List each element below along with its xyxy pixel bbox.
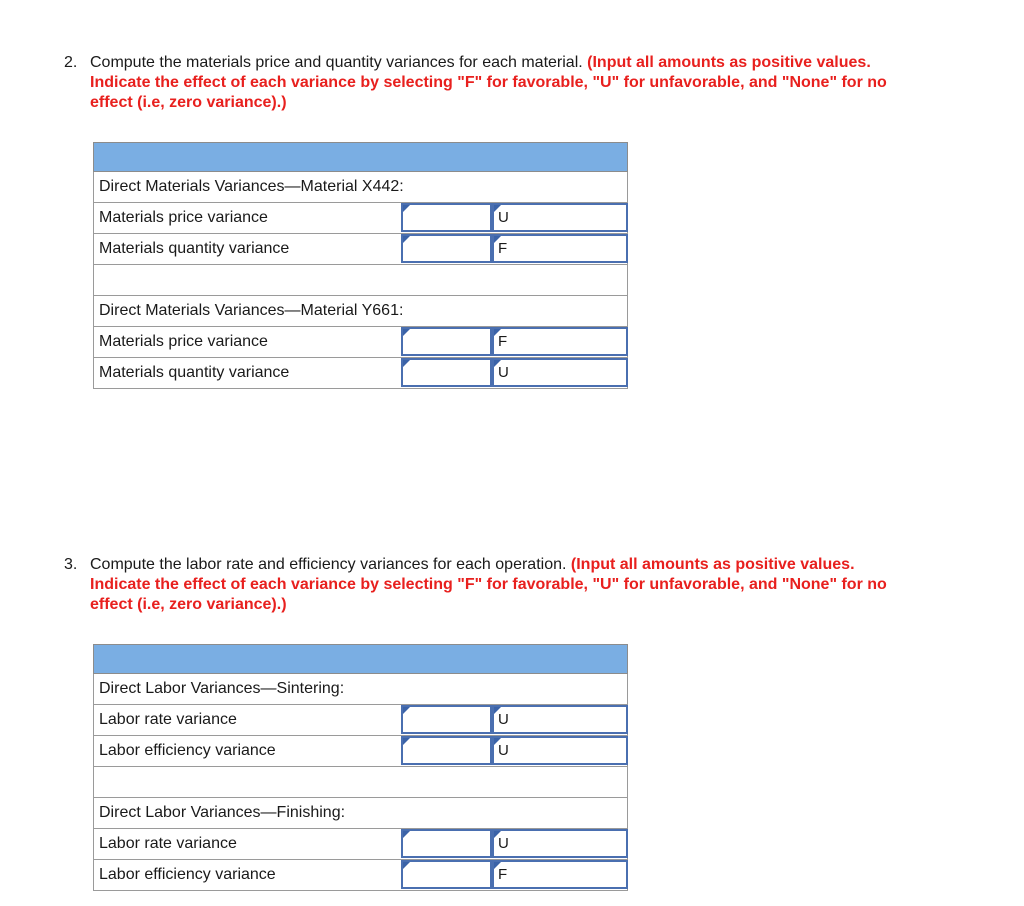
table-row [93, 203, 628, 234]
effect-value: F [498, 240, 508, 257]
input-marker-icon [403, 329, 410, 336]
section-title-row [93, 172, 628, 203]
input-marker-icon [403, 236, 410, 243]
row-label: Materials quantity variance [99, 364, 290, 381]
input-marker-icon [403, 360, 410, 367]
table-row [93, 234, 628, 265]
effect-value: U [498, 711, 509, 728]
row-label: Materials quantity variance [99, 240, 290, 257]
section-title: Direct Labor Variances—Finishing: [99, 804, 346, 821]
effect-value: U [498, 742, 509, 759]
materials-variance-table [93, 142, 628, 389]
section-title-row [93, 296, 628, 327]
spacer-row [93, 767, 628, 798]
input-marker-icon [403, 205, 410, 212]
spacer-row [93, 265, 628, 296]
amount-input[interactable] [401, 829, 492, 858]
section-title: Direct Materials Variances—Material X442: [99, 178, 404, 195]
effect-select[interactable] [492, 860, 628, 889]
section-title-row [93, 674, 628, 705]
section-title: Direct Labor Variances—Sintering: [99, 680, 345, 697]
question-3 [64, 555, 904, 615]
input-marker-icon [403, 862, 410, 869]
effect-select[interactable] [492, 234, 628, 263]
effect-select[interactable] [492, 358, 628, 387]
section-title: Direct Materials Variances—Material Y661: [99, 302, 404, 319]
input-marker-icon [403, 831, 410, 838]
row-label: Labor efficiency variance [99, 742, 276, 759]
effect-value: F [498, 866, 508, 883]
question-2 [64, 53, 904, 113]
question-number: 3. [64, 556, 78, 573]
question-prompt: Compute the materials price and quantity variances for each material. [90, 54, 583, 71]
row-label: Labor rate variance [99, 835, 237, 852]
table-row [93, 327, 628, 358]
amount-input[interactable] [401, 234, 492, 263]
question-text [90, 53, 904, 113]
amount-input[interactable] [401, 203, 492, 232]
section-title-row [93, 798, 628, 829]
table-row [93, 829, 628, 860]
effect-value: F [498, 333, 508, 350]
table-row [93, 358, 628, 389]
effect-select[interactable] [492, 829, 628, 858]
amount-input[interactable] [401, 860, 492, 889]
table-row [93, 736, 628, 767]
input-marker-icon [403, 707, 410, 714]
effect-value: U [498, 209, 509, 226]
question-instruction: (Input all amounts as positive values. Indicate the effect of each variance by selecting "F" for favorable, "U" for unfavorable, and "None" for no effect (i.e, zero variance).) [90, 54, 887, 111]
effect-select[interactable] [492, 736, 628, 765]
effect-select[interactable] [492, 203, 628, 232]
row-label: Materials price variance [99, 209, 268, 226]
question-text [90, 555, 904, 615]
effect-select[interactable] [492, 327, 628, 356]
table-header [93, 142, 628, 172]
effect-value: U [498, 364, 509, 381]
labor-variance-table [93, 644, 628, 891]
input-marker-icon [403, 738, 410, 745]
effect-value: U [498, 835, 509, 852]
amount-input[interactable] [401, 736, 492, 765]
amount-input[interactable] [401, 705, 492, 734]
row-label: Labor rate variance [99, 711, 237, 728]
question-number: 2. [64, 54, 78, 71]
row-label: Materials price variance [99, 333, 268, 350]
effect-select[interactable] [492, 705, 628, 734]
amount-input[interactable] [401, 358, 492, 387]
table-header [93, 644, 628, 674]
amount-input[interactable] [401, 327, 492, 356]
question-instruction: (Input all amounts as positive values. Indicate the effect of each variance by selecting "F" for favorable, "U" for unfavorable, and "None" for no effect (i.e, zero variance).) [90, 556, 887, 613]
question-prompt: Compute the labor rate and efficiency variances for each operation. [90, 556, 567, 573]
table-row [93, 705, 628, 736]
table-row [93, 860, 628, 891]
row-label: Labor efficiency variance [99, 866, 276, 883]
